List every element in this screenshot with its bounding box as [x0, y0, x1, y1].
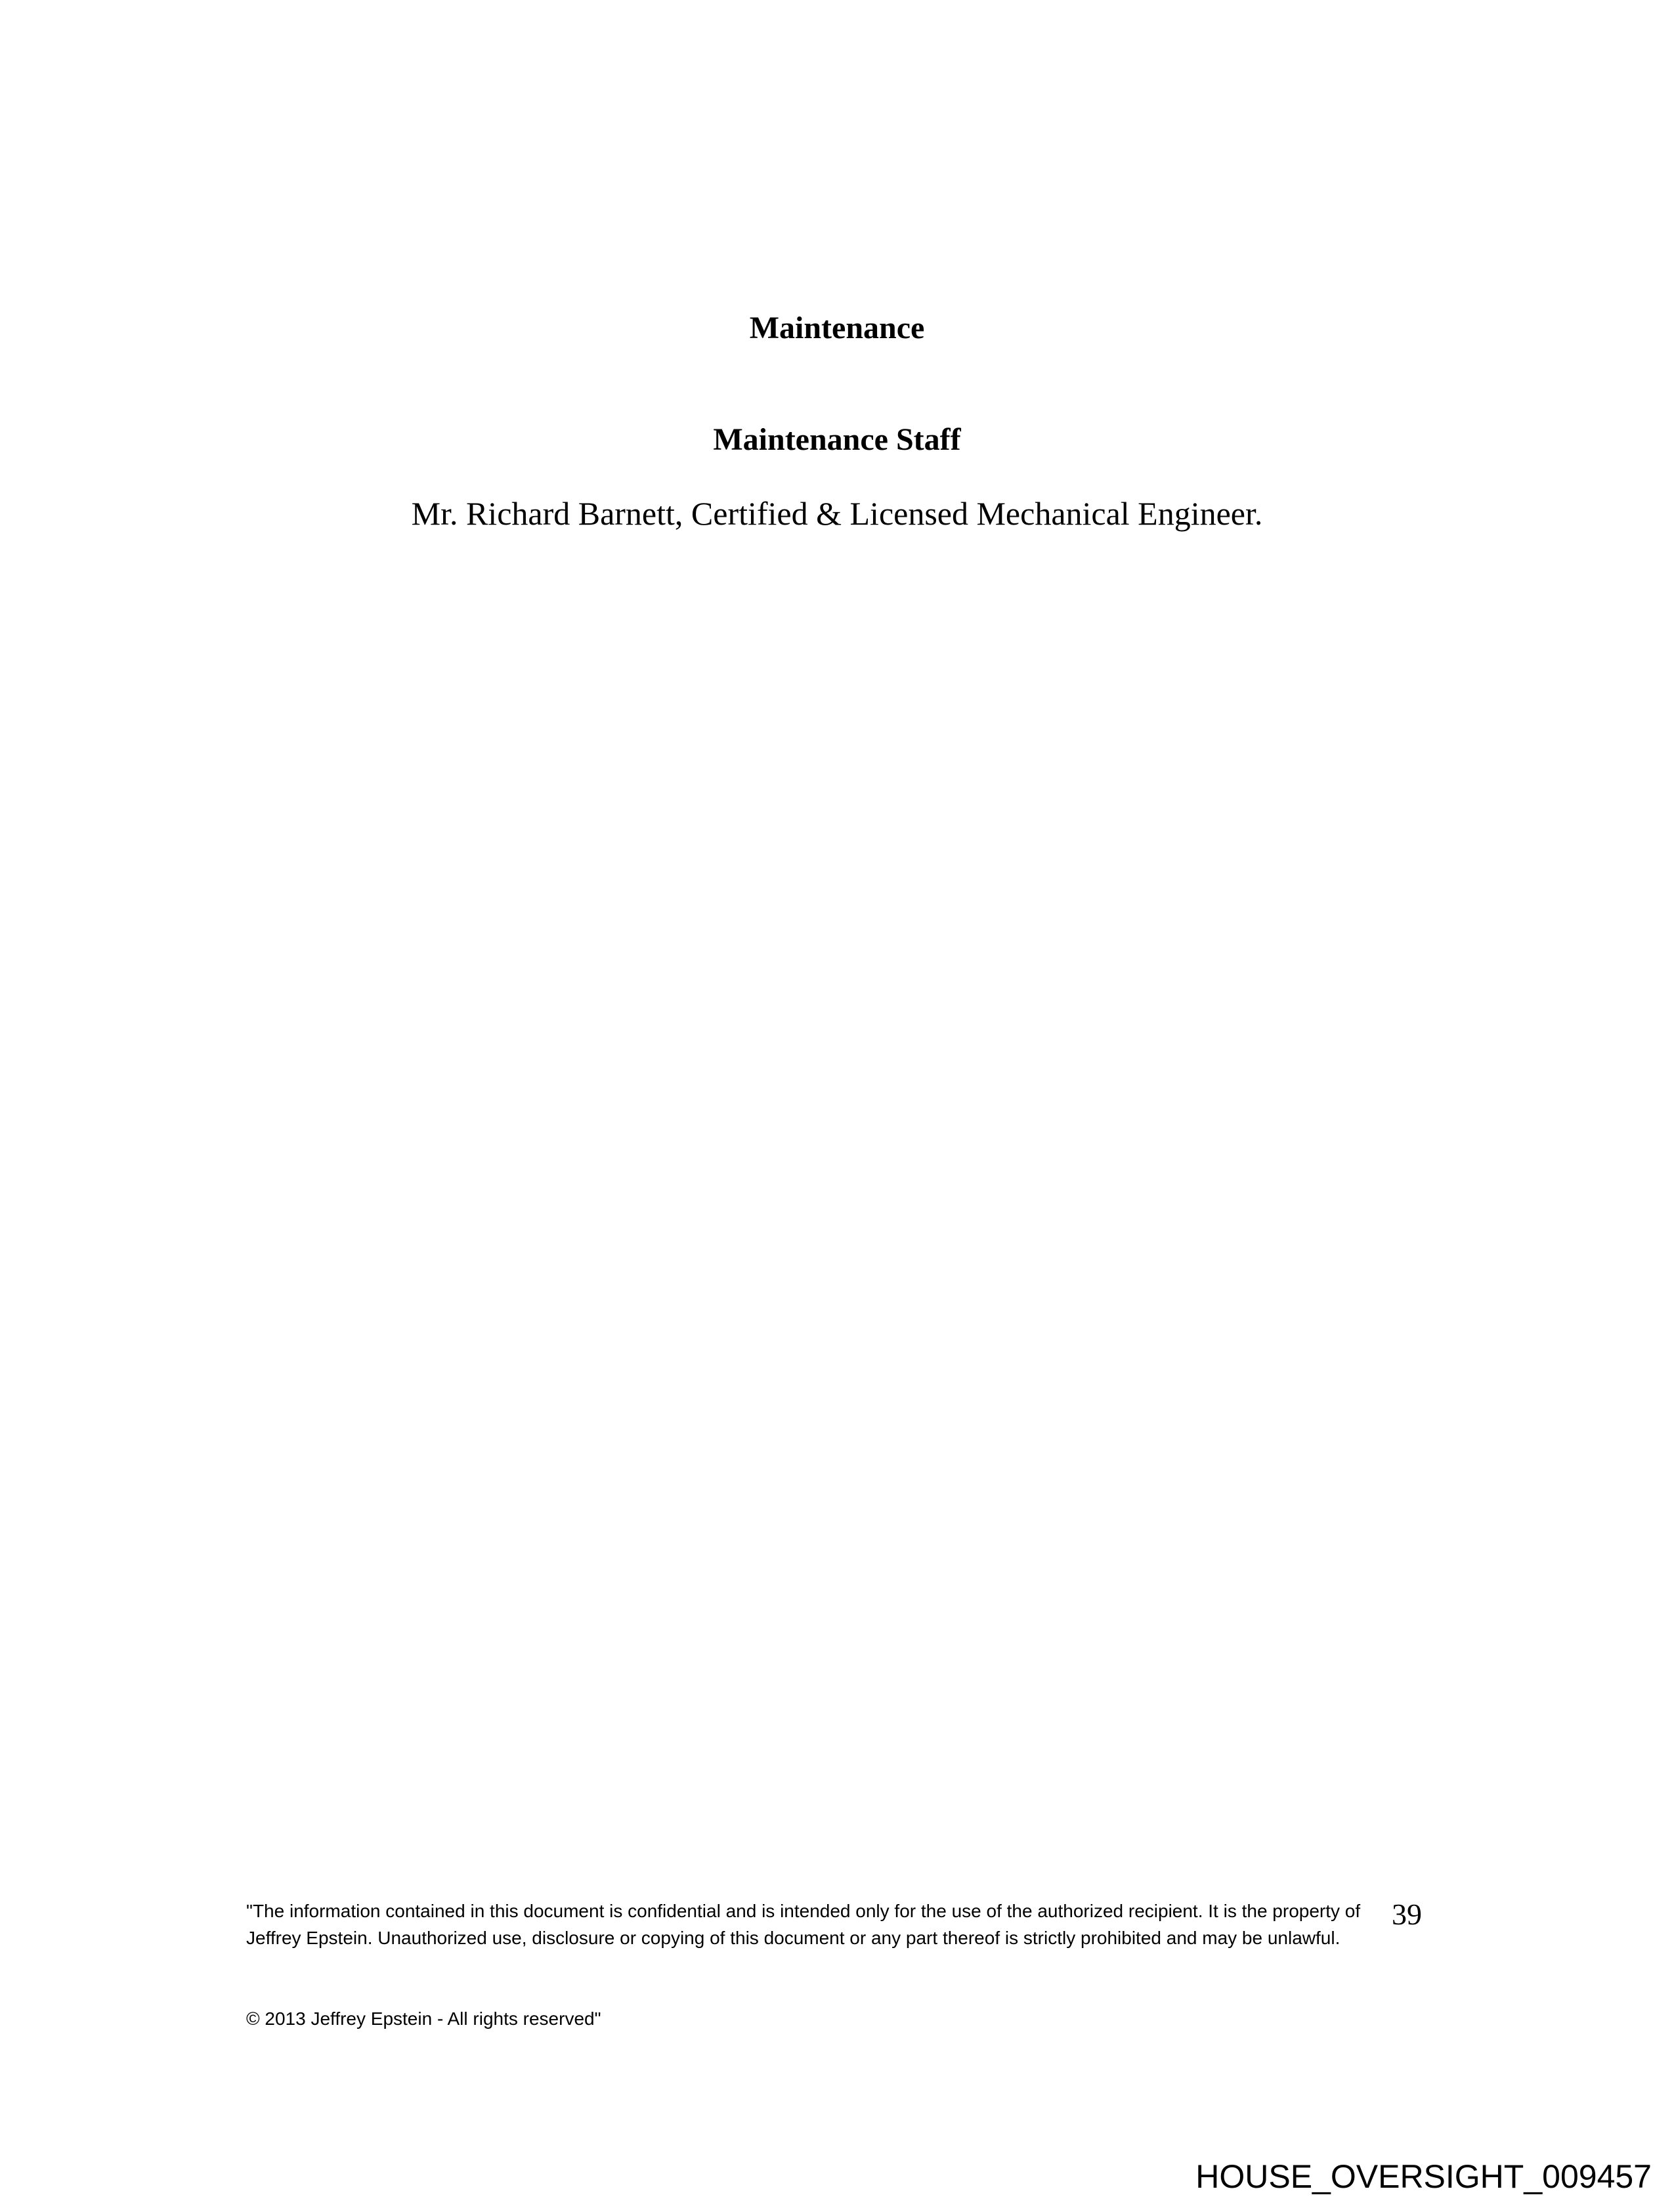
staff-member-line: Mr. Richard Barnett, Certified & Licensed Mechanical Engineer.	[411, 495, 1263, 532]
section-title: Maintenance	[749, 311, 925, 345]
bates-stamp: HOUSE_OVERSIGHT_009457	[1195, 2158, 1652, 2195]
confidentiality-notice: "The information contained in this document is confidential and is intended only for the use of the authorized recipient. It is the property of Jeffrey Epstein. Unauthorized use, disclosure or copying of this document or any part thereof is strictly prohibited and may be unlawful.	[246, 1901, 1361, 1948]
subsection-title: Maintenance Staff	[713, 422, 961, 457]
page-number: 39	[1392, 1898, 1422, 1931]
copyright-notice: © 2013 Jeffrey Epstein - All rights reserved"	[246, 2008, 601, 2029]
